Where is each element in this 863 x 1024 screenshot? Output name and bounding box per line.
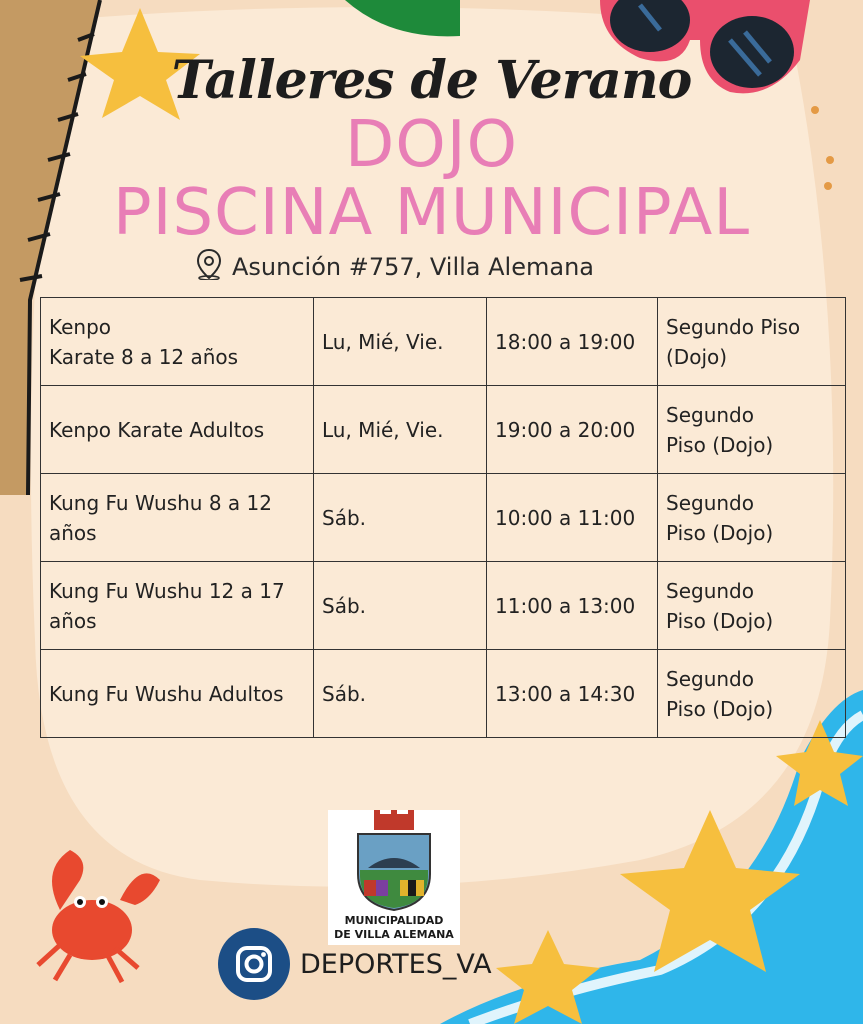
address-line xyxy=(196,248,594,286)
venue-piscina-municipal: PISCINA MUNICIPAL xyxy=(113,176,750,250)
days-cell: Lu, Mié, Vie. xyxy=(314,298,487,386)
activity-cell: Kung Fu Wushu 12 a 17 años xyxy=(41,562,314,650)
poster-title: Talleres de Verano xyxy=(171,50,692,111)
instagram-handle[interactable] xyxy=(218,928,492,1000)
table-row xyxy=(41,650,846,738)
activity-cell: Kung Fu Wushu 8 a 12 años xyxy=(41,474,314,562)
location-pin-icon xyxy=(196,248,222,286)
place-cell: Segundo Piso (Dojo) xyxy=(658,386,846,474)
instagram-handle-text[interactable]: DEPORTES_VA xyxy=(300,948,492,980)
place-cell: Segundo Piso (Dojo) xyxy=(658,298,846,386)
time-cell: 10:00 a 11:00 xyxy=(487,474,658,562)
activity-cell: Kenpo Karate Adultos xyxy=(41,386,314,474)
table-row xyxy=(41,474,846,562)
coat-of-arms-icon xyxy=(328,810,460,914)
days-cell: Sáb. xyxy=(314,474,487,562)
time-cell: 18:00 a 19:00 xyxy=(487,298,658,386)
activity-cell: Kung Fu Wushu Adultos xyxy=(41,650,314,738)
place-cell: Segundo Piso (Dojo) xyxy=(658,650,846,738)
schedule-table xyxy=(40,297,846,738)
days-cell: Sáb. xyxy=(314,562,487,650)
days-cell: Lu, Mié, Vie. xyxy=(314,386,487,474)
municipality-logo xyxy=(328,810,460,945)
logo-line1: MUNICIPALIDAD xyxy=(344,914,444,927)
instagram-icon[interactable] xyxy=(218,928,290,1000)
table-row xyxy=(41,386,846,474)
time-cell: 13:00 a 14:30 xyxy=(487,650,658,738)
venue-dojo: DOJO xyxy=(345,108,518,182)
logo-line2: DE VILLA ALEMANA xyxy=(334,928,454,941)
days-cell: Sáb. xyxy=(314,650,487,738)
address-text: Asunción #757, Villa Alemana xyxy=(232,253,594,281)
time-cell: 19:00 a 20:00 xyxy=(487,386,658,474)
activity-cell: Kenpo Karate 8 a 12 años xyxy=(41,298,314,386)
place-cell: Segundo Piso (Dojo) xyxy=(658,474,846,562)
time-cell: 11:00 a 13:00 xyxy=(487,562,658,650)
table-row xyxy=(41,298,846,386)
table-row xyxy=(41,562,846,650)
place-cell: Segundo Piso (Dojo) xyxy=(658,562,846,650)
